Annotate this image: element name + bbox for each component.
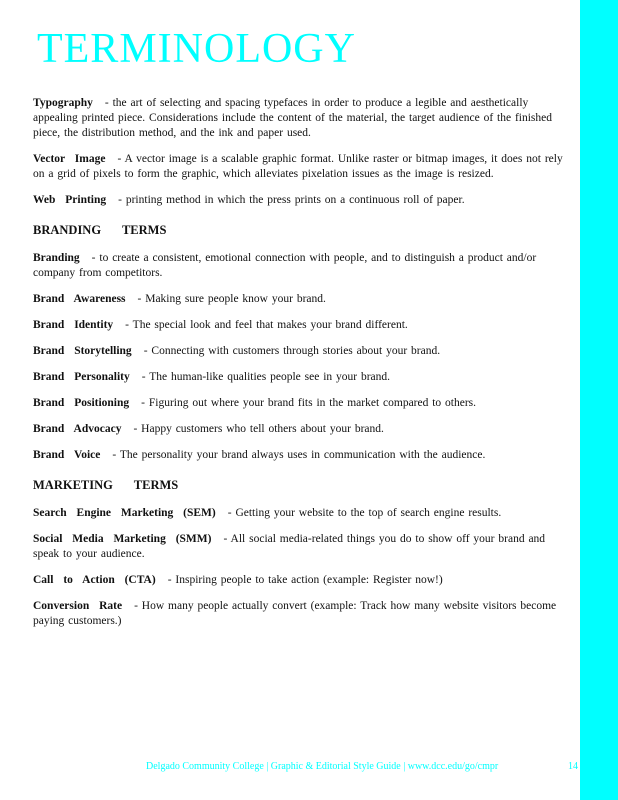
term-entry xyxy=(33,193,571,208)
term-definition: - The personality your brand always uses in communication with the audience. xyxy=(112,449,486,461)
term-label: Brand Positioning xyxy=(33,397,130,409)
term-label: Brand Awareness xyxy=(33,293,126,305)
page-footer xyxy=(146,761,580,773)
term-label: Brand Personality xyxy=(33,371,130,383)
terminology-list xyxy=(33,96,571,629)
term-definition: - Getting your website to the top of search engine results. xyxy=(227,507,502,519)
right-accent-bar xyxy=(580,0,618,800)
term-label: Brand Identity xyxy=(33,319,114,331)
section-heading-branding: BRANDING TERMS xyxy=(33,223,167,237)
term-definition: - to create a consistent, emotional connection with people, and to distinguish a product and/or company from competitors. xyxy=(33,252,537,279)
term-label: Typography xyxy=(33,97,93,109)
term-label: Brand Storytelling xyxy=(33,345,132,357)
section-heading-marketing: MARKETING TERMS xyxy=(33,478,179,492)
term-definition: - Figuring out where your brand fits in the market compared to others. xyxy=(141,397,477,409)
term-entry xyxy=(33,573,571,588)
term-entry xyxy=(33,599,571,629)
page-content xyxy=(33,0,571,640)
term-definition: - printing method in which the press prints on a continuous roll of paper. xyxy=(118,194,465,206)
term-definition: - Making sure people know your brand. xyxy=(137,293,326,305)
term-label: Search Engine Marketing (SEM) xyxy=(33,507,216,519)
term-label: Call to Action (CTA) xyxy=(33,574,156,586)
page-number: 14 xyxy=(568,761,578,772)
term-entry xyxy=(33,96,571,141)
term-entry xyxy=(33,251,571,281)
term-definition: - A vector image is a scalable graphic format. Unlike raster or bitmap images, it does not rely on a grid of pixels to form the graphic, which alleviates pixelation issues as the image is resized. xyxy=(33,153,563,180)
term-entry xyxy=(33,506,571,521)
term-label: Vector Image xyxy=(33,153,106,165)
term-entry xyxy=(33,532,571,562)
term-definition: - The special look and feel that makes your brand different. xyxy=(125,319,408,331)
term-definition: - Inspiring people to take action (example: Register now!) xyxy=(167,574,443,586)
term-entry xyxy=(33,448,571,463)
term-definition: - The human-like qualities people see in your brand. xyxy=(141,371,391,383)
term-definition: - How many people actually convert (example: Track how many website visitors become paying customers.) xyxy=(33,600,557,627)
term-entry xyxy=(33,370,571,385)
term-entry xyxy=(33,318,571,333)
term-label: Social Media Marketing (SMM) xyxy=(33,533,212,545)
term-label: Brand Voice xyxy=(33,449,101,461)
term-definition: - All social media-related things you do to show off your brand and speak to your audience. xyxy=(33,533,546,560)
term-entry xyxy=(33,152,571,182)
term-definition: - Connecting with customers through stories about your brand. xyxy=(143,345,441,357)
page-title: TERMINOLOGY xyxy=(37,26,356,72)
term-entry xyxy=(33,292,571,307)
term-definition: - Happy customers who tell others about your brand. xyxy=(133,423,384,435)
term-label: Branding xyxy=(33,252,80,264)
term-label: Web Printing xyxy=(33,194,107,206)
term-entry xyxy=(33,422,571,437)
footer-text: Delgado Community College | Graphic & Editorial Style Guide | www.dcc.edu/go/cmpr xyxy=(146,761,499,772)
term-entry xyxy=(33,344,571,359)
term-label: Conversion Rate xyxy=(33,600,123,612)
term-label: Brand Advocacy xyxy=(33,423,122,435)
term-definition: - the art of selecting and spacing typefaces in order to produce a legible and aesthetically appealing printed piece. Considerations include the content of the material, the target audience of the finished piece, the distribution method, and the ink and paper used. xyxy=(33,97,553,139)
term-entry xyxy=(33,396,571,411)
